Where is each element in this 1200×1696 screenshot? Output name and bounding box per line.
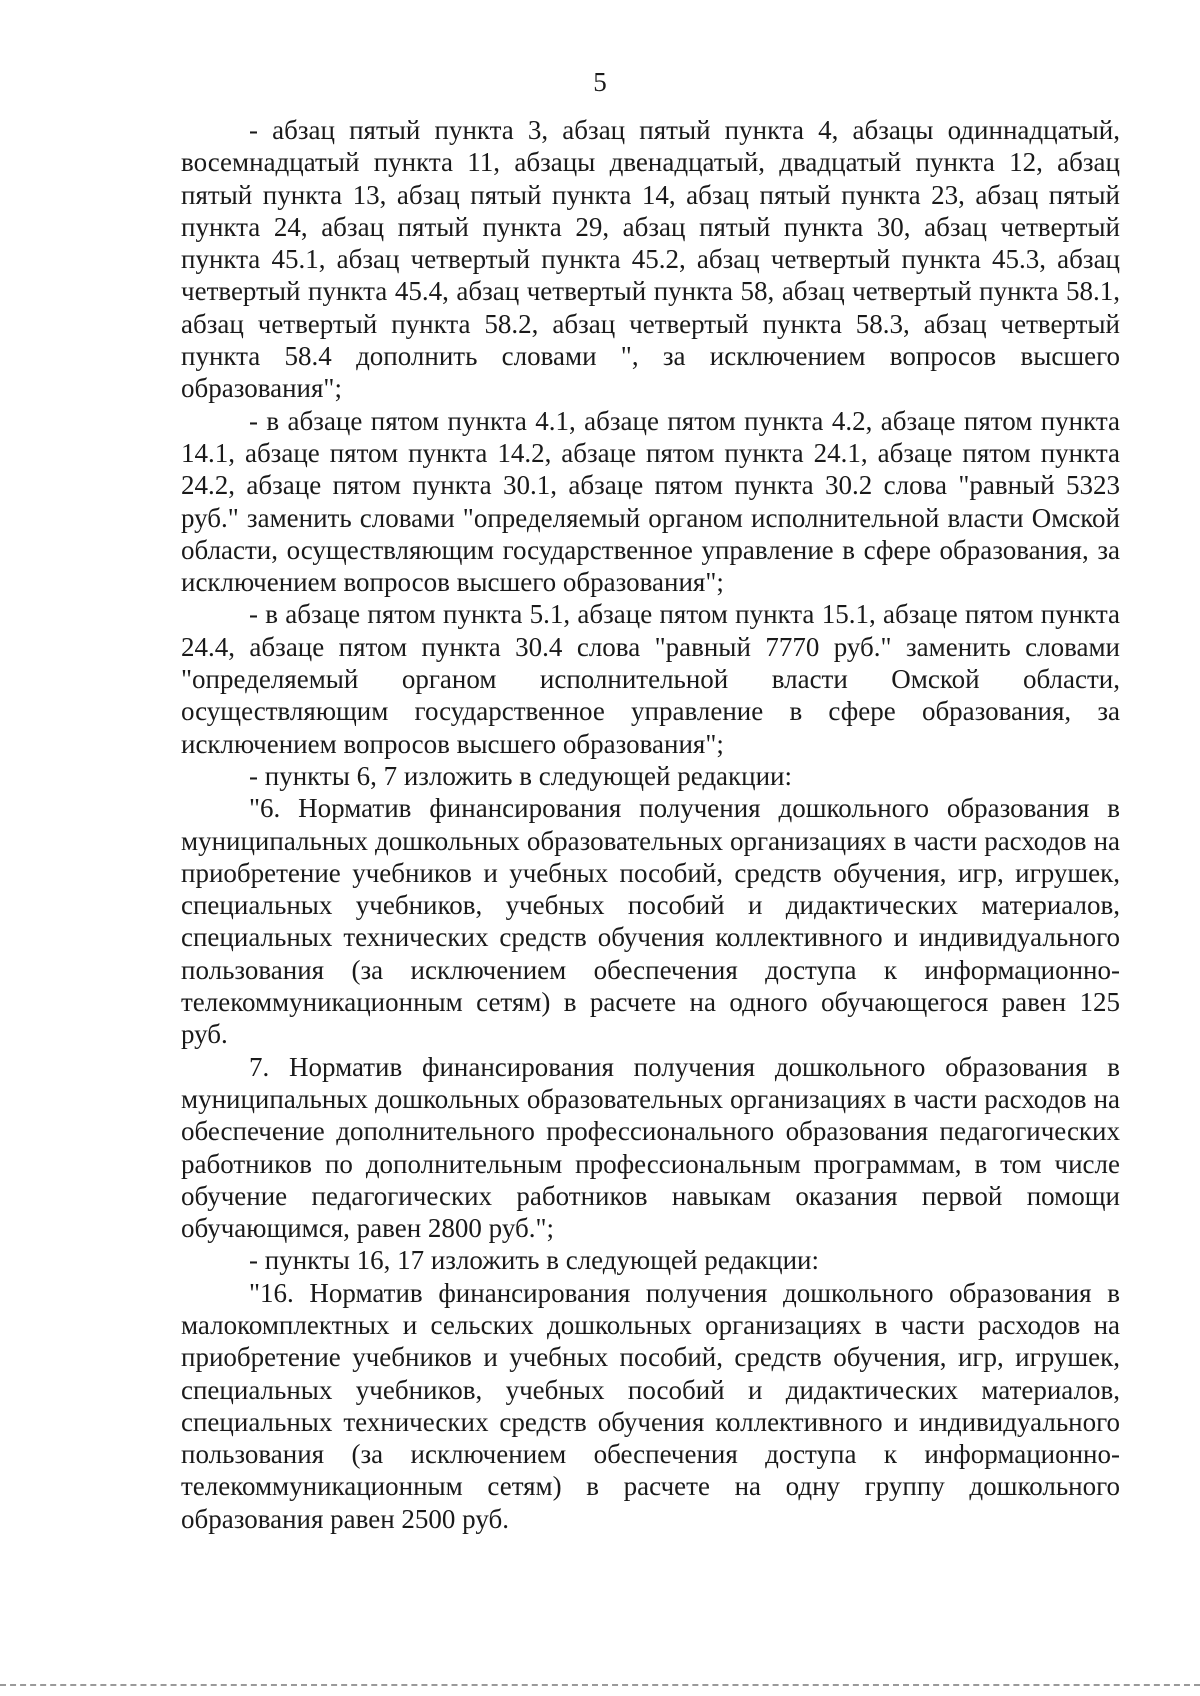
scan-bottom-edge [0,1684,1200,1686]
paragraph-replace-5323: - в абзаце пятом пункта 4.1, абзаце пятом пункта 4.2, абзаце пятом пункта 14.1, абзаце пятом пункта 14.2, абзаце пятом пункта 24.1, абзаце пятом пункта 24.2, абзаце пятом пункта 30.1, абзаце пятом пункта 30.2 слова "равный 5323 руб." заменить словами "определяемый органом исполнительной власти Омской области, осуществляющим государственное управление в сфере образования, за исключением вопросов высшего образования"; [181,405,1120,598]
paragraph-points-16-17-intro: - пункты 16, 17 изложить в следующей редакции: [249,1245,820,1276]
paragraph-point-7: 7. Норматив финансирования получения дошкольного образования в муниципальных дошкольных образовательных организациях в части расходов на обеспечение дополнительного профессионального образования педагогических работников по дополнительным профессиональным программам, в том числе обучение педагогических работников навыкам оказания первой помощи обучающимся, равен 2800 руб."; [181,1051,1120,1244]
document-body [181,114,1120,1535]
paragraph-amend-add-words: - абзац пятый пункта 3, абзац пятый пункта 4, абзацы одиннадцатый, восемнадцатый пункта 11, абзацы двенадцатый, двадцатый пункта 12, абзац пятый пункта 13, абзац пятый пункта 14, абзац пятый пункта 23, абзац пятый пункта 24, абзац пятый пункта 29, абзац пятый пункта 30, абзац четвертый пункта 45.1, абзац четвертый пункта 45.2, абзац четвертый пункта 45.3, абзац четвертый пункта 45.4, абзац четвертый пункта 58, абзац четвертый пункта 58.1, абзац четвертый пункта 58.2, абзац четвертый пункта 58.3, абзац четвертый пункта 58.4 дополнить словами ", за исключением вопросов высшего образования"; [181,115,1120,404]
paragraph-point-6: "6. Норматив финансирования получения дошкольного образования в муниципальных дошкольных образовательных организациях в части расходов на приобретение учебников и учебных пособий, средств обучения, игр, игрушек, специальных учебников, учебных пособий и дидактических материалов, специальных технических средств обучения коллективного и индивидуального пользования (за исключением обеспечения доступа к информационно-телекоммуникационным сетям) в расчете на одного обучающегося равен 125 руб. [181,793,1120,1050]
paragraph-points-6-7-intro: - пункты 6, 7 изложить в следующей редакции: [249,760,793,791]
paragraph-replace-7770: - в абзаце пятом пункта 5.1, абзаце пятом пункта 15.1, абзаце пятом пункта 24.4, абзаце пятом пункта 30.4 слова "равный 7770 руб." заменить словами "определяемый органом исполнительной власти Омской области, осуществляющим государственное управление в сфере образования, за исключением вопросов высшего образования"; [181,599,1120,759]
paragraph-point-16: "16. Норматив финансирования получения дошкольного образования в малокомплектных и сельских дошкольных организациях в части расходов на приобретение учебников и учебных пособий, средств обучения, игр, игрушек, специальных учебников, учебных пособий и дидактических материалов, специальных технических средств обучения коллективного и индивидуального пользования (за исключением обеспечения доступа к информационно-телекоммуникационным сетям) в расчете на одну группу дошкольного образования равен 2500 руб. [181,1277,1120,1534]
page-number: 5 [593,67,607,97]
